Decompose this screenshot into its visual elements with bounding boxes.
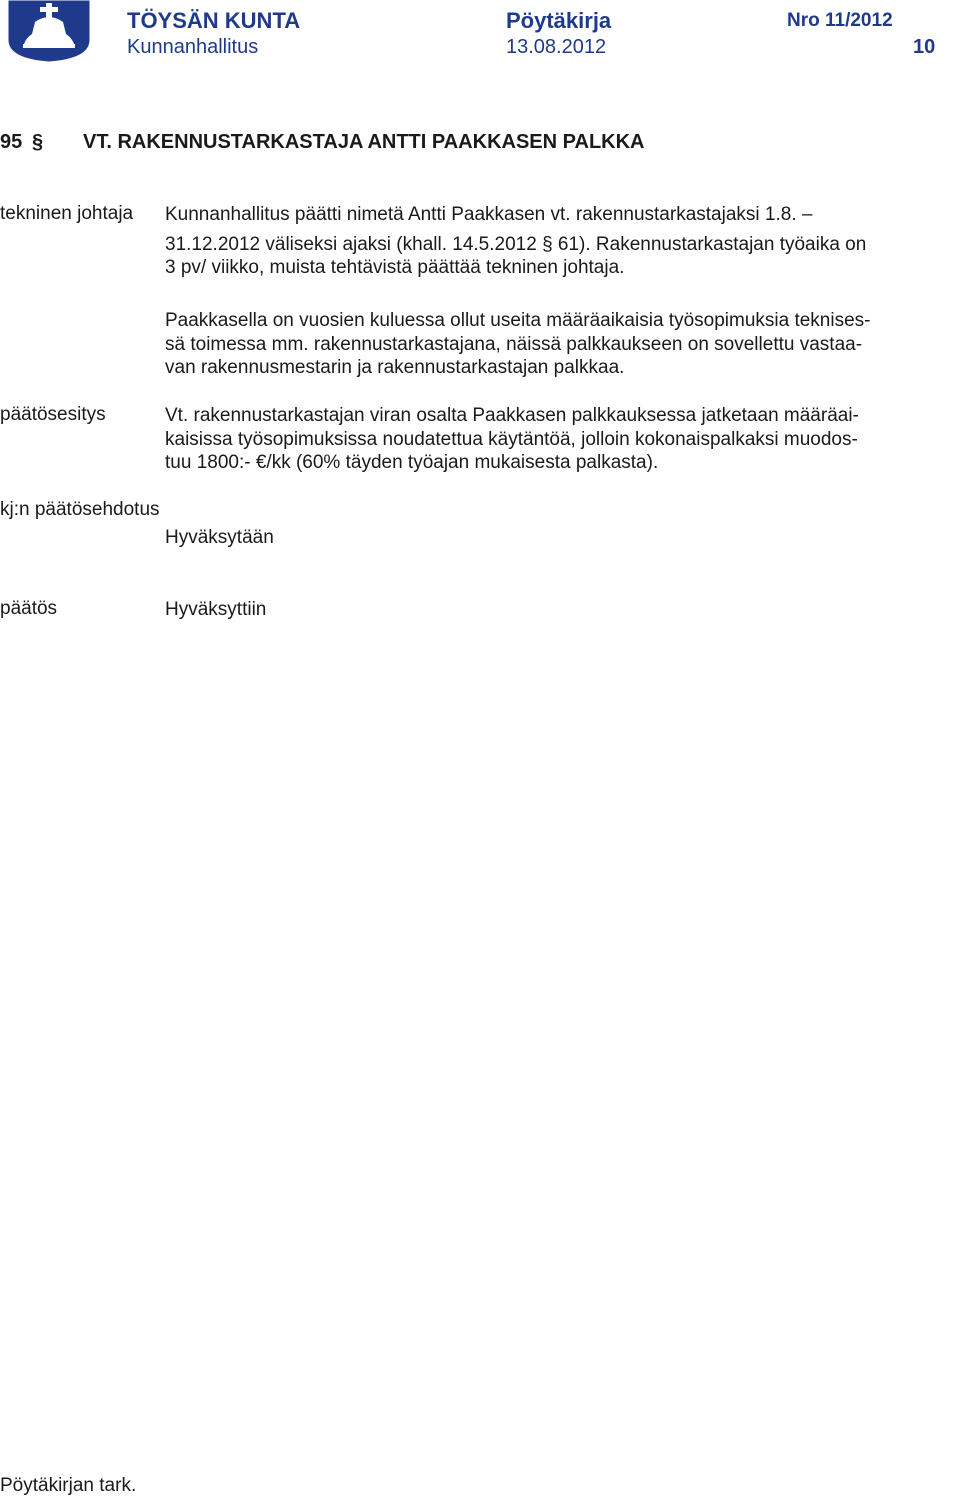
- intro-line-2: 31.12.2012 väliseksi ajaksi (khall. 14.5.2012 § 61). Rakennustarkastajan työaika on: [165, 234, 867, 255]
- intro-line-1: Kunnanhallitus päätti nimetä Antti Paakkasen vt. rakennustarkastajaksi 1.8. –: [165, 204, 813, 225]
- proposal-line-1: Vt. rakennustarkastajan viran osalta Paakkasen palkkauksessa jatketaan määräai-: [165, 405, 859, 426]
- header-number: Nro 11/2012: [787, 10, 893, 31]
- proposal-label: päätösesitys: [0, 404, 106, 425]
- section-heading: VT. RAKENNUSTARKASTAJA ANTTI PAAKKASEN PALKKA: [83, 131, 645, 153]
- section-sign: §: [32, 131, 44, 153]
- background-line-3: van rakennusmestarin ja rakennustarkastajan palkkaa.: [165, 357, 625, 378]
- section-number: 95: [0, 131, 23, 153]
- background-line-2: sä toimessa mm. rakennustarkastajana, näissä palkkaukseen on sovellettu vastaa-: [165, 334, 863, 355]
- municipality-coat-of-arms-logo: [6, 0, 92, 62]
- background-line-1: Paakkasella on vuosien kuluessa ollut useita määräaikaisia työsopimuksia teknises-: [165, 310, 871, 331]
- intro-line-3: 3 pv/ viikko, muista tehtävistä päättää tekninen johtaja.: [165, 257, 625, 278]
- footer-checker-label: Pöytäkirjan tark.: [0, 1475, 137, 1496]
- decision-text: Hyväksyttiin: [165, 599, 267, 620]
- proposal-line-2: kaisissa työsopimuksissa noudatettua käytäntöä, jolloin kokonaispalkaksi muodos-: [165, 429, 858, 450]
- header-body: Kunnanhallitus: [127, 36, 259, 58]
- proposal-line-3: tuu 1800:- €/kk (60% täyden työajan mukaisesta palkasta).: [165, 452, 659, 473]
- decision-label: päätös: [0, 598, 58, 619]
- intro-label: tekninen johtaja: [0, 203, 134, 224]
- header-municipality: TÖYSÄN KUNTA: [127, 8, 301, 33]
- header-doc-type: Pöytäkirja: [506, 8, 612, 33]
- chairman-proposal-label: kj:n päätösehdotus: [0, 499, 160, 520]
- header-page-number: 10: [913, 36, 936, 58]
- chairman-proposal-text: Hyväksytään: [165, 527, 274, 548]
- header-date: 13.08.2012: [506, 36, 607, 58]
